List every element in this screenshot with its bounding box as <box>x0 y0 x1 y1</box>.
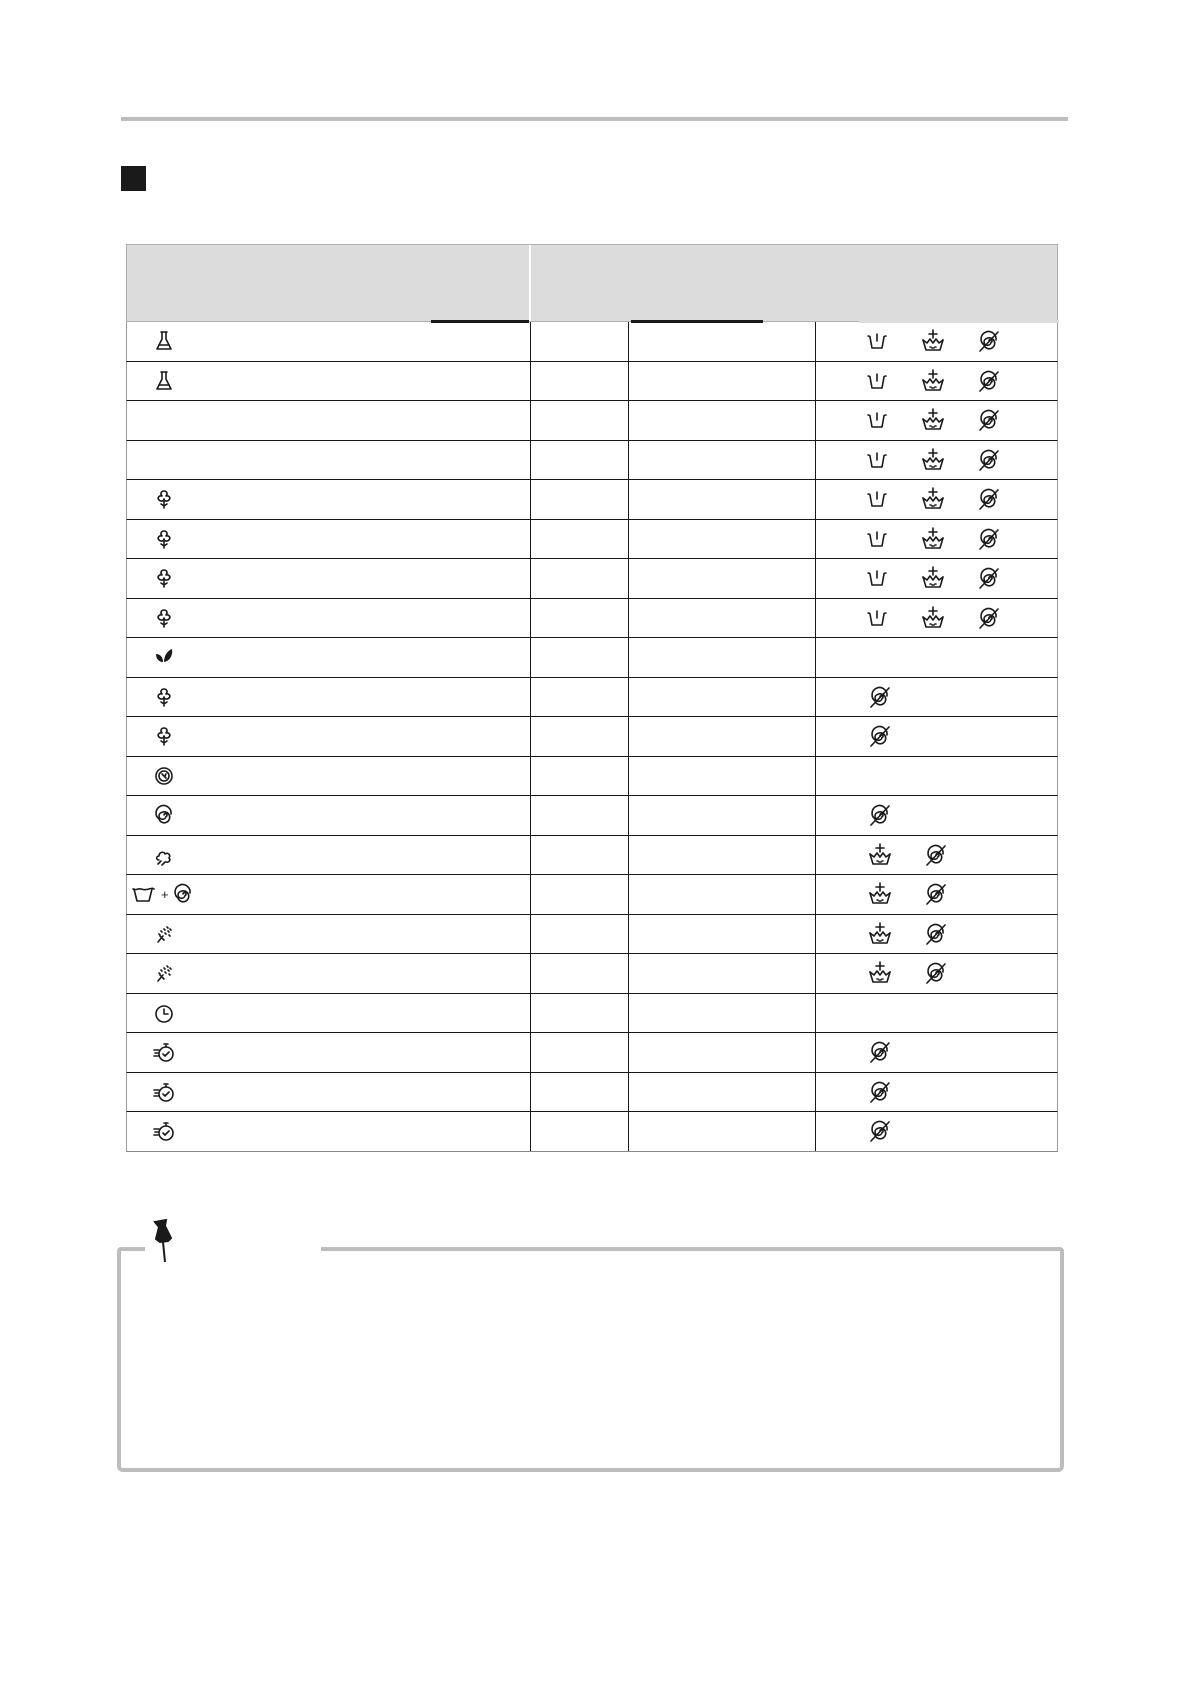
no-spin-icon <box>923 842 949 868</box>
load-cell <box>629 954 816 993</box>
no-spin-icon <box>976 605 1002 631</box>
program-cell <box>127 1033 531 1072</box>
rinse-plus-icon <box>920 605 946 631</box>
no-spin-icon <box>976 328 1002 354</box>
load-cell <box>629 717 816 756</box>
top-rule <box>121 117 1068 121</box>
cotton-flower-icon <box>151 723 177 749</box>
rinse-plus-icon <box>920 407 946 433</box>
no-spin-icon <box>867 802 893 828</box>
flask-icon <box>151 368 177 394</box>
temperature-cell <box>531 441 629 480</box>
load-cell <box>629 678 816 717</box>
rinse-plus-icon <box>867 960 893 986</box>
header-cell-options <box>531 245 1057 321</box>
table-row <box>126 362 1058 402</box>
no-spin-icon <box>923 921 949 947</box>
table-row <box>126 757 1058 797</box>
program-cell <box>127 638 531 677</box>
program-cell <box>127 520 531 559</box>
no-spin-icon <box>867 723 893 749</box>
quick-stopwatch-icon <box>151 1079 177 1105</box>
load-cell <box>629 757 816 796</box>
rinse-plus-icon <box>920 565 946 591</box>
program-cell <box>127 678 531 717</box>
program-cell <box>127 362 531 401</box>
svg-text:+: + <box>161 887 169 903</box>
temperature-cell <box>531 362 629 401</box>
options-cell <box>816 520 1057 559</box>
options-cell <box>816 994 1057 1033</box>
rinse-spin-combo-icon <box>131 881 195 907</box>
options-cell <box>816 717 1057 756</box>
rinse-plus-icon <box>867 842 893 868</box>
load-cell <box>629 480 816 519</box>
temperature-cell <box>531 1033 629 1072</box>
program-cell <box>127 441 531 480</box>
table-row <box>126 717 1058 757</box>
temperature-cell <box>531 954 629 993</box>
temperature-cell <box>531 322 629 361</box>
table-row <box>126 875 1058 915</box>
program-cell <box>127 717 531 756</box>
section-marker <box>121 166 146 191</box>
program-cell <box>127 796 531 835</box>
rinse-plus-icon <box>867 881 893 907</box>
pushpin-icon <box>148 1218 182 1264</box>
program-cell <box>127 401 531 440</box>
load-cell <box>629 520 816 559</box>
clock-icon <box>151 1000 177 1026</box>
temperature-cell <box>531 480 629 519</box>
options-cell <box>816 1033 1057 1072</box>
programme-table <box>126 244 1058 1152</box>
temperature-cell <box>531 638 629 677</box>
program-cell <box>127 1073 531 1112</box>
cotton-flower-icon <box>151 486 177 512</box>
load-cell <box>629 915 816 954</box>
options-cell <box>816 796 1057 835</box>
options-cell <box>816 599 1057 638</box>
program-cell <box>127 559 531 598</box>
prewash-icon <box>864 447 890 473</box>
load-cell <box>629 1033 816 1072</box>
program-cell <box>127 875 531 914</box>
table-row <box>126 954 1058 994</box>
prewash-icon <box>864 565 890 591</box>
temperature-cell <box>531 875 629 914</box>
load-cell <box>629 599 816 638</box>
flask-icon <box>151 328 177 354</box>
options-cell <box>816 954 1057 993</box>
load-cell <box>629 796 816 835</box>
options-cell <box>816 322 1057 361</box>
load-cell <box>629 1073 816 1112</box>
temperature-cell <box>531 559 629 598</box>
table-row <box>126 638 1058 678</box>
prewash-icon <box>864 526 890 552</box>
options-cell <box>816 678 1057 717</box>
table-row <box>126 559 1058 599</box>
temperature-cell <box>531 1073 629 1112</box>
program-cell <box>127 915 531 954</box>
options-cell <box>816 1112 1057 1151</box>
options-cell <box>816 401 1057 440</box>
table-row <box>126 994 1058 1034</box>
quick-stopwatch-icon <box>151 1039 177 1065</box>
no-spin-icon <box>867 1079 893 1105</box>
table-body <box>126 322 1058 1152</box>
no-spin-icon <box>976 447 1002 473</box>
program-cell <box>127 757 531 796</box>
program-cell <box>127 954 531 993</box>
table-row <box>126 520 1058 560</box>
temperature-cell <box>531 678 629 717</box>
load-cell <box>629 322 816 361</box>
allergy-spray-icon <box>151 960 177 986</box>
rinse-plus-icon <box>920 486 946 512</box>
options-cell <box>816 875 1057 914</box>
table-row <box>126 1073 1058 1113</box>
drum-clean-icon <box>151 763 177 789</box>
temperature-cell <box>531 836 629 875</box>
options-cell <box>816 441 1057 480</box>
temperature-cell <box>531 599 629 638</box>
header-cell-programme <box>127 245 531 321</box>
program-cell <box>127 599 531 638</box>
table-row <box>126 599 1058 639</box>
program-cell <box>127 836 531 875</box>
options-cell <box>816 362 1057 401</box>
rinse-plus-icon <box>867 921 893 947</box>
temperature-cell <box>531 915 629 954</box>
rinse-plus-icon <box>920 328 946 354</box>
table-row <box>126 678 1058 718</box>
program-cell <box>127 480 531 519</box>
temperature-cell <box>531 796 629 835</box>
no-spin-icon <box>976 565 1002 591</box>
program-cell <box>127 322 531 361</box>
temperature-cell <box>531 401 629 440</box>
no-spin-icon <box>867 684 893 710</box>
program-cell <box>127 994 531 1033</box>
table-row <box>126 401 1058 441</box>
prewash-icon <box>864 486 890 512</box>
no-spin-icon <box>976 407 1002 433</box>
cotton-flower-icon <box>151 605 177 631</box>
rinse-plus-icon <box>920 447 946 473</box>
load-cell <box>629 875 816 914</box>
no-spin-icon <box>976 486 1002 512</box>
no-spin-icon <box>923 881 949 907</box>
steam-refresh-icon <box>151 842 177 868</box>
eco-leaf-icon <box>151 644 177 670</box>
load-cell <box>629 362 816 401</box>
options-cell <box>816 915 1057 954</box>
table-header <box>126 244 1058 322</box>
prewash-icon <box>864 605 890 631</box>
cotton-flower-icon <box>151 565 177 591</box>
temperature-cell <box>531 1112 629 1151</box>
options-cell <box>816 757 1057 796</box>
allergy-spray-icon <box>151 921 177 947</box>
load-cell <box>629 1112 816 1151</box>
temperature-cell <box>531 520 629 559</box>
table-row <box>126 836 1058 876</box>
rinse-plus-icon <box>920 368 946 394</box>
options-cell <box>816 1073 1057 1112</box>
temperature-cell <box>531 757 629 796</box>
table-row <box>126 1112 1058 1152</box>
cotton-flower-icon <box>151 684 177 710</box>
table-row <box>126 480 1058 520</box>
temperature-cell <box>531 717 629 756</box>
load-cell <box>629 441 816 480</box>
table-row <box>126 322 1058 362</box>
prewash-icon <box>864 328 890 354</box>
no-spin-icon <box>867 1039 893 1065</box>
no-spin-icon <box>976 368 1002 394</box>
options-cell <box>816 559 1057 598</box>
options-cell <box>816 836 1057 875</box>
table-row <box>126 1033 1058 1073</box>
table-row <box>126 441 1058 481</box>
quick-stopwatch-icon <box>151 1118 177 1144</box>
rinse-plus-icon <box>920 526 946 552</box>
spin-spiral-icon <box>151 802 177 828</box>
table-row <box>126 915 1058 955</box>
no-spin-icon <box>976 526 1002 552</box>
no-spin-icon <box>867 1118 893 1144</box>
no-spin-icon <box>923 960 949 986</box>
load-cell <box>629 994 816 1033</box>
temperature-cell <box>531 994 629 1033</box>
program-cell <box>127 1112 531 1151</box>
load-cell <box>629 836 816 875</box>
load-cell <box>629 401 816 440</box>
table-row <box>126 796 1058 836</box>
prewash-icon <box>864 368 890 394</box>
options-cell <box>816 638 1057 677</box>
options-cell <box>816 480 1057 519</box>
load-cell <box>629 638 816 677</box>
prewash-icon <box>864 407 890 433</box>
load-cell <box>629 559 816 598</box>
cotton-flower-icon <box>151 526 177 552</box>
note-box <box>117 1247 1064 1472</box>
